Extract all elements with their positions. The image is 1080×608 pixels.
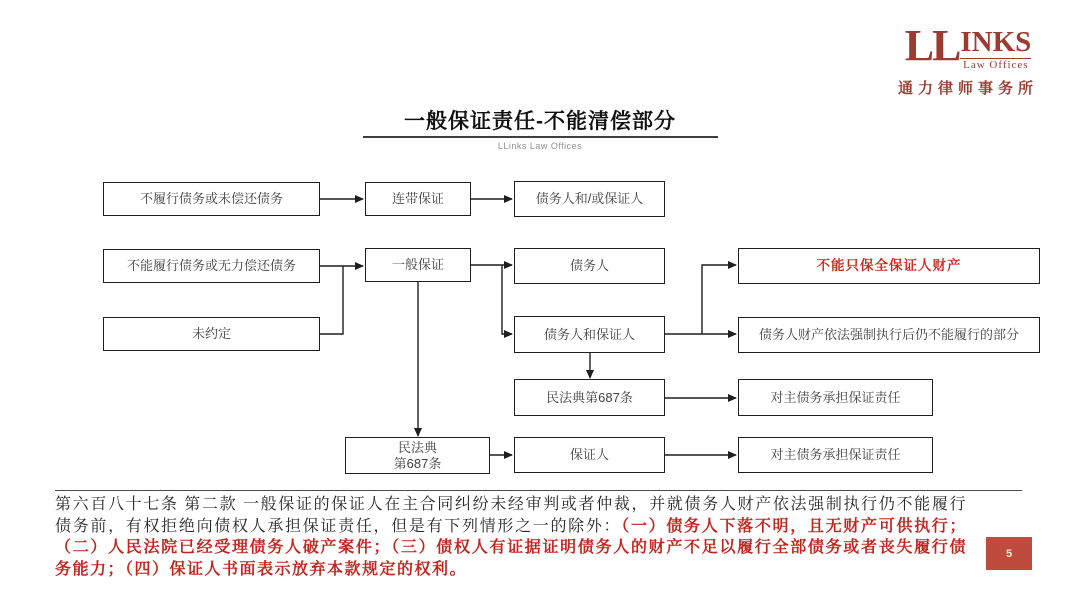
llinks-logo (898, 21, 1039, 98)
flow-box-civil-code-687-line1: 民法典 (397, 439, 437, 455)
page-title: 一般保证责任-不能清偿部分 (404, 110, 676, 133)
watermark-text: LLinks Law Offices (497, 141, 583, 151)
flow-box-civil-code-687-line2: 第687条 (393, 455, 442, 471)
page-number: 5 (1005, 547, 1013, 560)
logo-ll-letters: LL (904, 21, 960, 70)
flow-box-cannot-only-preserve-guarantor-assets: 不能只保全保证人财产 (738, 248, 1040, 284)
logo-chinese-name: 通力律师事务所 (898, 80, 1039, 97)
footnote-statute-text: 第六百八十七条 第二款 一般保证的保证人在主合同纠纷未经审判或者仲裁，并就债务人财产依法强制执行仍不能履行债务前，有权拒绝向债权人承担保证责任，但是有下列情形之一的除外： (55, 496, 967, 535)
title-divider (363, 136, 718, 138)
flow-box-civil-code-687-twoline (345, 437, 490, 474)
flow-box-unenforceable-portion: 债务人财产依法强制执行后仍不能履行的部分 (738, 317, 1040, 353)
logo-wordmark (898, 21, 1038, 71)
logo-law-offices-text: Law Offices (960, 58, 1031, 71)
logo-inks-letters: INKS (960, 26, 1032, 58)
flow-box-civil-code-687: 民法典第687条 (514, 379, 665, 416)
flow-box-unable-to-perform: 不能履行债务或无力偿还债务 (103, 249, 320, 283)
flow-box-guarantee-liability-upper: 对主债务承担保证责任 (738, 379, 933, 416)
flow-box-not-agreed: 未约定 (103, 317, 320, 351)
flow-box-joint-guarantee: 连带保证 (365, 182, 471, 216)
page-number-badge (986, 537, 1032, 570)
flow-box-debtor-and-guarantor: 债务人和保证人 (514, 316, 665, 353)
flow-box-guarantor: 保证人 (514, 437, 665, 473)
flow-box-general-guarantee: 一般保证 (365, 248, 471, 282)
flow-box-guarantee-liability-lower: 对主债务承担保证责任 (738, 437, 933, 473)
footnote-paragraph (55, 494, 967, 580)
footer-divider (55, 490, 1022, 491)
flow-box-debtor-andor-guarantor: 债务人和/或保证人 (514, 181, 665, 217)
flow-box-debtor: 债务人 (514, 248, 665, 284)
flow-box-no-performance: 不履行债务或未偿还债务 (103, 182, 320, 216)
footnote-exceptions-text: （一）债务人下落不明，且无财产可供执行；（二）人民法院已经受理债务人破产案件；（三）债权人有证据证明债务人的财产不足以履行全部债务或者丧失履行债务能力；（四）保证人书面表示放弃本款规定的权利。 (55, 517, 967, 578)
